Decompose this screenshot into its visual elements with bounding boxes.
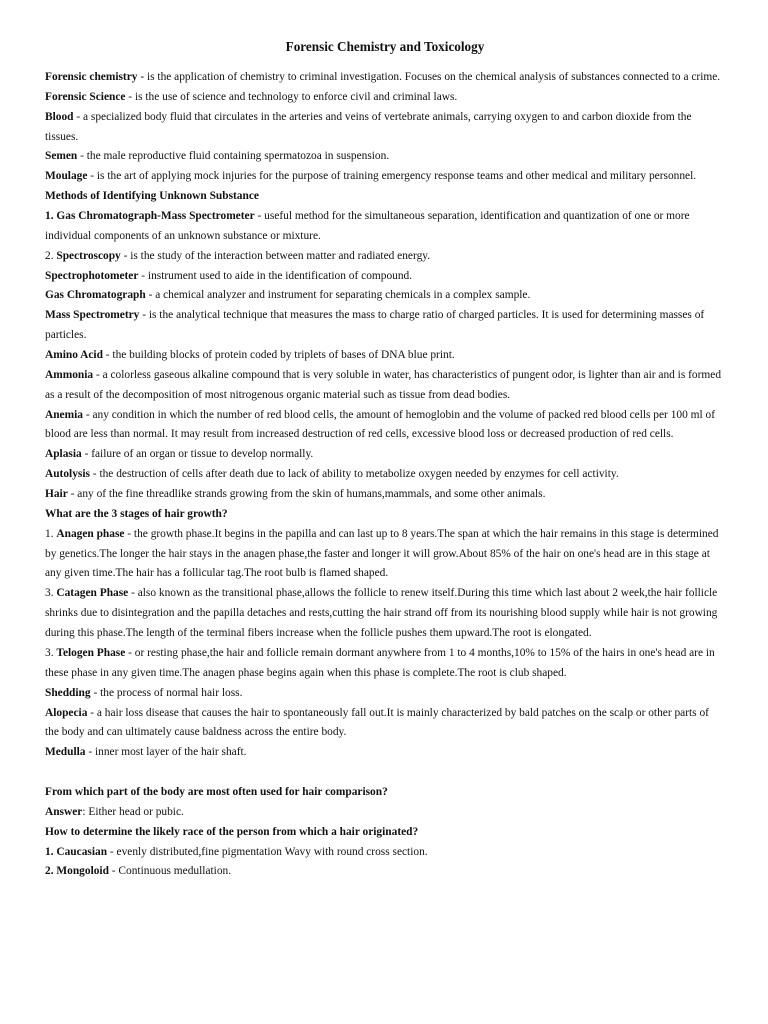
document-title: Forensic Chemistry and Toxicology (285, 39, 485, 54)
entry-definition: - is the art of applying mock injuries for the purpose of training emergency response teams and other medical and military personnel. (87, 170, 697, 183)
definition-entry (45, 704, 725, 744)
definition-entry (45, 803, 725, 823)
entry-term: Forensic chemistry (45, 71, 138, 83)
section-heading: Methods of Identifying Unknown Substance (45, 190, 259, 203)
entry-term: Answer (45, 805, 83, 818)
definition-entry (45, 346, 725, 366)
definition-entry (45, 88, 725, 108)
entry-definition: - is the analytical technique that measures the mass to charge ratio of charged particles. It is used for determining masses of particles. (45, 309, 705, 342)
entry-definition: - the growth phase.It begins in the papilla and can last up to 8 years.The span at which the hair remains in this stage is determined by genetics.The longer the hair stays in the anagen phase,the faster and longer it will grow.About 85% of the hair on one's head are in this stage at any given time.The hair has a follicular tag.The root bulb is flamed shaped. (45, 527, 719, 580)
entry-term: Blood (45, 110, 74, 123)
entry-term: 2. Mongoloid (45, 865, 109, 878)
entry-term: Gas Chromatograph (45, 289, 146, 302)
definition-entry (45, 843, 725, 863)
definition-entry (45, 247, 725, 267)
entry-term: Medulla (45, 746, 86, 759)
entry-definition: - instrument used to aide in the identification of compound. (138, 269, 413, 282)
blank-line (45, 763, 725, 783)
definition-entry (45, 584, 725, 644)
definition-entry (45, 485, 725, 505)
entry-definition: - useful method for the simultaneous separation, identification and quantization of one or more individual components of an unknown substance or mixture. (45, 210, 690, 242)
entry-definition: - the building blocks of protein coded by triplets of bases of DNA blue print. (102, 349, 455, 362)
entry-number: 3. (45, 587, 57, 600)
document-body (45, 68, 725, 882)
entry-definition: - is the use of science and technology to enforce civil and criminal laws. (125, 90, 458, 103)
definition-entry (45, 286, 725, 306)
entry-term: Spectrophotometer (45, 269, 139, 282)
entry-definition: - the male reproductive fluid containing spermatozoa in suspension. (77, 150, 390, 163)
entry-definition: - the process of normal hair loss. (90, 686, 243, 699)
entry-term: Telogen Phase (56, 646, 126, 659)
definition-entry (45, 862, 725, 882)
definition-entry (45, 267, 725, 287)
definition-entry (45, 108, 725, 148)
entry-definition: - a specialized body fluid that circulates in the arteries and veins of vertebrate animals, carrying oxygen to and carbon dioxide from the tissues. (45, 110, 692, 143)
entry-term: Aplasia (45, 448, 82, 461)
entry-definition: - is the application of chemistry to criminal investigation. Focuses on the chemical analysis of substances connected to a crime. (137, 71, 721, 83)
entry-term: Hair (45, 488, 68, 501)
definition-entry (45, 525, 725, 585)
entry-definition: - any condition in which the number of red blood cells, the amount of hemoglobin and the volume of packed red blood cells per 100 ml of blood are less than normal. It may result from increased destruction of red cells, excessive blood loss or decreased production of red cells. (45, 408, 715, 441)
definition-entry (45, 167, 725, 187)
entry-term: Moulage (45, 170, 88, 183)
definition-entry (45, 147, 725, 167)
definition-entry (45, 207, 725, 247)
definition-entry (45, 465, 725, 485)
entry-definition: - a hair loss disease that causes the hair to spontaneously fall out.It is mainly characterized by bald patches on the scalp or other parts of the body and can ultimately cause baldness across the entire body. (45, 706, 709, 739)
section-heading: How to determine the likely race of the person from which a hair originated? (45, 825, 419, 838)
definition-entry (45, 644, 725, 684)
entry-term: Catagen Phase (56, 587, 129, 600)
entry-definition: - any of the fine threadlike strands growing from the skin of humans,mammals, and some other animals. (67, 488, 546, 501)
entry-definition: - is the study of the interaction between matter and radiated energy. (120, 249, 431, 262)
definition-entry (45, 743, 725, 763)
entry-term: Forensic Science (45, 90, 126, 103)
section-heading: What are the 3 stages of hair growth? (45, 507, 228, 520)
entry-number: 2. (45, 249, 57, 262)
entry-term: Anemia (45, 408, 83, 421)
entry-definition: - evenly distributed,fine pigmentation Wavy with round cross section. (107, 845, 428, 858)
entry-term: Mass Spectrometry (45, 309, 140, 322)
entry-definition: - also known as the transitional phase,allows the follicle to renew itself.During this time which last about 2 week,the hair follicle shrinks due to disintegration and the papilla detaches and rests,cutting the hair strand off from its nourishing blood supply while hair is not growing during this phase.The length of the terminal fibers increase when the follicle pushes them upward.The root is elongated. (45, 587, 718, 640)
entry-definition: - failure of an organ or tissue to develop normally. (81, 448, 314, 461)
section-heading: From which part of the body are most often used for hair comparison? (45, 785, 388, 798)
document-page (45, 38, 725, 882)
entry-term: 1. Caucasian (45, 845, 108, 858)
entry-term: Amino Acid (45, 349, 103, 362)
entry-definition: - Continuous medullation. (108, 865, 232, 878)
entry-number: 3. (45, 646, 57, 659)
entry-definition: : Either head or pubic. (82, 805, 184, 818)
definition-entry (45, 68, 725, 88)
entry-definition: - or resting phase,the hair and follicle remain dormant anywhere from 1 to 4 months,10% to 15% of the hairs in one's head are in these phase in any given time.The anagen phase begins again when this phase is complete.The root is club shaped. (45, 646, 715, 679)
entry-term: 1. Gas Chromatograph-Mass Spectrometer (45, 210, 255, 223)
entry-term: Autolysis (45, 468, 90, 481)
definition-entry (45, 684, 725, 704)
entry-definition: - a colorless gaseous alkaline compound that is very soluble in water, has characteristics of pungent odor, is lighter than air and is formed as a result of the decomposition of most nitrogenous organic material such as tissue from dead bodies. (45, 368, 722, 401)
entry-term: Alopecia (45, 706, 88, 719)
entry-term: Semen (45, 150, 78, 163)
entry-definition: - a chemical analyzer and instrument for separating chemicals in a complex sample. (145, 289, 531, 302)
entry-term: Anagen phase (56, 527, 125, 540)
entry-term: Shedding (45, 686, 91, 699)
entry-number: 1. (45, 527, 57, 540)
entry-term: Spectroscopy (56, 249, 121, 262)
entry-definition: - the destruction of cells after death due to lack of ability to metabolize oxygen needed by enzymes for cell activity. (89, 468, 619, 481)
definition-entry (45, 306, 725, 346)
definition-entry (45, 445, 725, 465)
definition-entry (45, 406, 725, 446)
definition-entry (45, 366, 725, 406)
entry-term: Ammonia (45, 368, 94, 381)
entry-definition: - inner most layer of the hair shaft. (85, 746, 247, 759)
